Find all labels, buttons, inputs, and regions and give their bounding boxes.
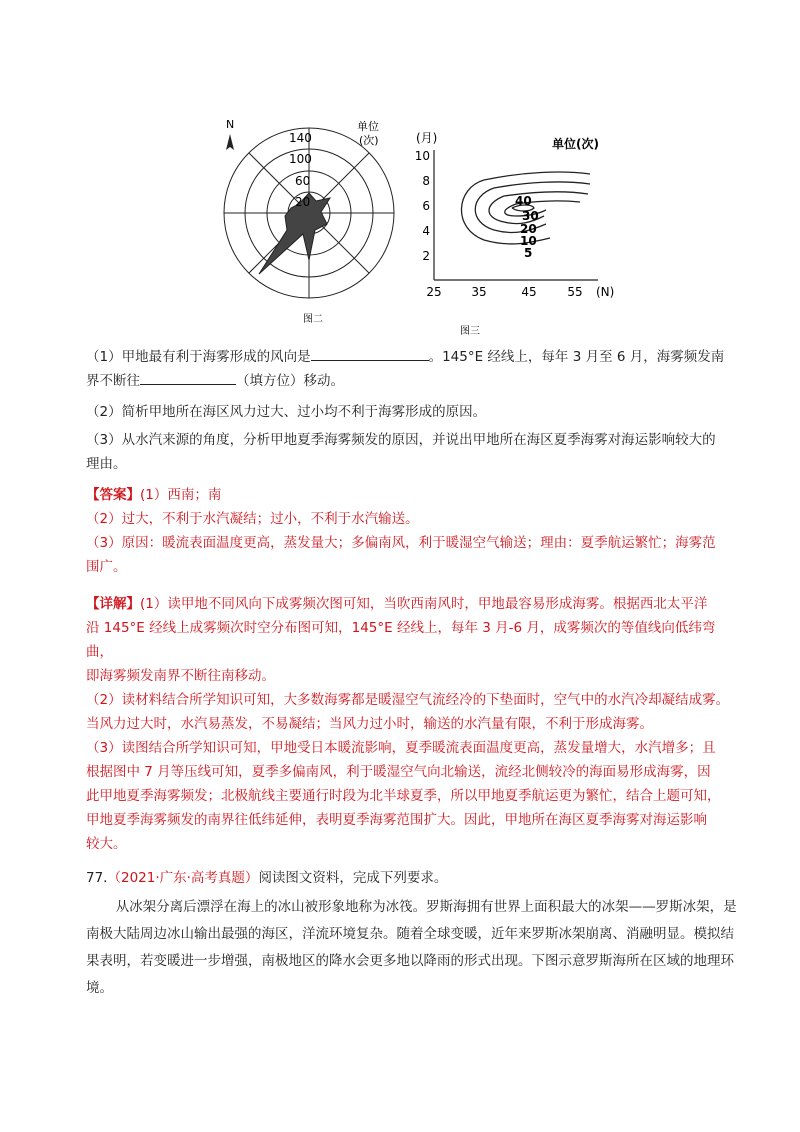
detail-block: 【详解】(1）读甲地不同风向下成雾频次图可知，当吹西南风时，甲地最容易形成海雾。根据西北太平洋 沿 145°E 经线上成雾频次时空分布图可知，145°E 经线上，每年 3 月-6 月，成雾频次的等值线向低纬弯曲， 即海雾频发南界不断往南移动。 （2）读材料结合所学知识可知，大多数海雾都是暖湿空气流经冷的下垫面时，空气中的水汽冷却凝结成雾。 当风力过大时，水汽易蒸发，不易凝结；当风力过小时，输送的水汽量有限，不利于形成海雾。 （3）读图结合所学知识可知，甲地受日本暖流影响，夏季暖流表面温度更高，蒸发量增大，水汽增多；且 根据图中 7 月等压线可知，夏季多偏南风，利于暖湿空气向北输送，流经北侧较冷的海面易形成海雾，因 此甲地夏季海雾频发；北极航线主要通行时段为北半球夏季，所以甲地夏季航运更为繁忙，结合上题可知， 甲地夏季海雾频发的南界往低纬延伸，表明夏季海雾范围扩大。因此，甲地所在海区夏季海雾对海运影响 较大。	[86, 596, 730, 852]
contour-label: 5	[524, 246, 533, 260]
question-number: 77.	[86, 870, 108, 886]
contour-label: 20	[520, 222, 537, 236]
question-3: （3）从水汽来源的角度，分析甲地夏季海雾频发的原因，并说出甲地所在海区夏季海雾对海运影响较大的 理由。	[86, 432, 716, 472]
figure-caption: 图二	[303, 314, 323, 325]
y-tick-label: 6	[422, 199, 430, 213]
y-tick-label: 2	[422, 249, 430, 263]
question-1: （1）甲地最有利于海雾形成的风向是 。145°E 经线上，每年 3 月至 6 月，海雾频发南 界不断往 （填方位）移动。	[86, 349, 725, 389]
answer-blank	[311, 360, 429, 361]
x-tick-label: 25	[426, 285, 442, 299]
x-axis-unit: (N)	[596, 285, 615, 299]
detail-label: 【详解】	[86, 596, 140, 612]
answer-blank	[140, 384, 236, 385]
unit-label: (次)	[359, 134, 379, 147]
answer-label: 【答案】	[86, 487, 140, 503]
question-source: （2021·广东·高考真题）	[107, 870, 259, 886]
unit-label: 单位	[357, 120, 379, 133]
answer-block: 【答案】(1）西南；南 （2）过大，不利于水汽凝结；过小，不利于水汽输送。 （3）原因：暖流表面温度更高，蒸发量大；多偏南风，利于暖湿空气输送；理由：夏季航运繁忙；海雾范 围广。	[86, 487, 716, 575]
contour-label: 10	[520, 234, 537, 248]
y-tick-label: 10	[414, 149, 430, 163]
radial-label: 100	[289, 152, 312, 166]
y-tick-label: 8	[422, 174, 430, 188]
radial-label: 140	[289, 131, 312, 145]
x-tick-label: 45	[521, 285, 537, 299]
contour-label: 30	[522, 209, 539, 223]
north-arrow-icon	[226, 118, 234, 150]
unit-label: 单位(次)	[552, 137, 599, 151]
svg-text:N: N	[226, 118, 235, 131]
y-tick-label: 4	[422, 224, 430, 238]
radial-label: 60	[295, 174, 311, 188]
figure-caption: 图三	[460, 326, 480, 337]
radial-label: 20	[295, 195, 311, 209]
question-77-header	[86, 866, 736, 890]
question-instruction: 阅读图文资料，完成下列要求。	[258, 870, 448, 886]
reading-passage: 从冰架分离后漂浮在海上的冰山被形象地称为冰筏。罗斯海拥有世界上面积最大的冰架——罗斯冰架，是南极大陆周边冰山输出最强的海区，洋流环境复杂。随着全球变暖，近年来罗斯冰架崩离、消融明显。模拟结果表明，若变暖进一步增强，南极地区的降水会更多地以降雨的形式出现。下图示意罗斯海所在区域的地理环境。	[86, 899, 737, 996]
axes	[434, 150, 598, 280]
figure2-wind-rose	[215, 112, 415, 327]
figure3-contour-chart	[412, 130, 622, 340]
question-2: （2）简析甲地所在海区风力过大、过小均不利于海雾形成的原因。	[86, 404, 487, 420]
y-axis-title: (月)	[416, 131, 438, 145]
x-tick-label: 55	[567, 285, 583, 299]
contour-label: 40	[515, 194, 532, 208]
x-tick-label: 35	[471, 285, 487, 299]
